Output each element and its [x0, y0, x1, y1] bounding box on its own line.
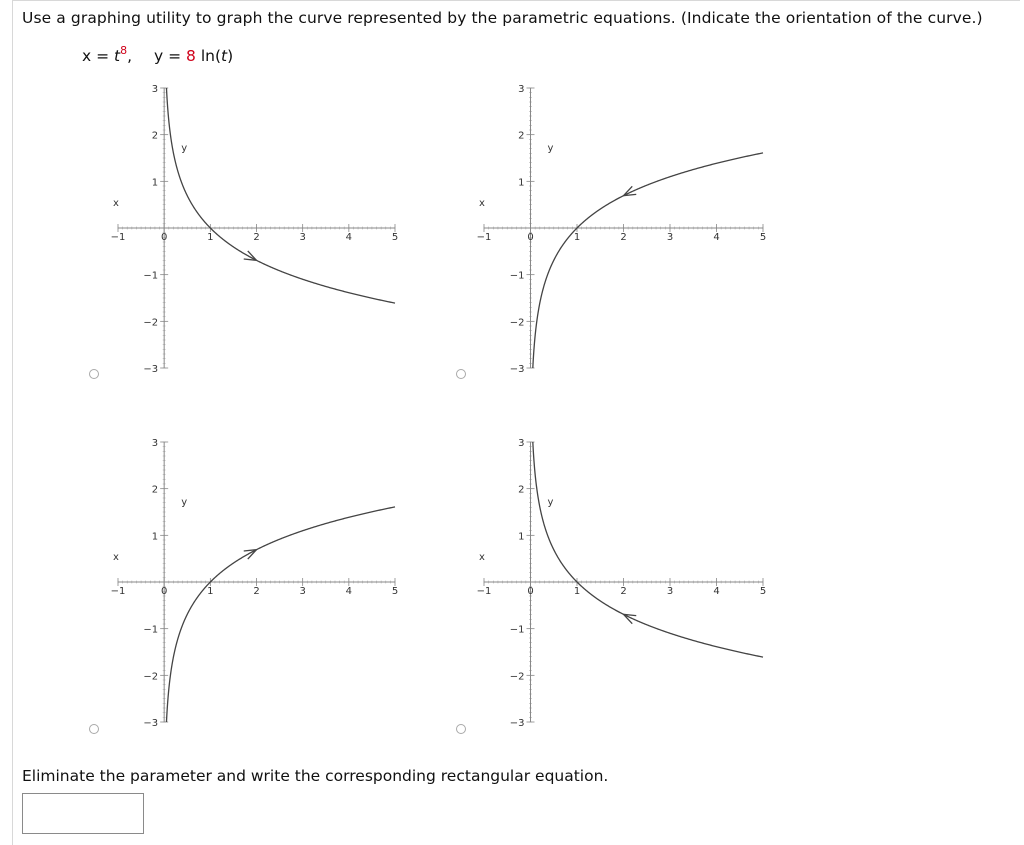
x-tick-label: 3 [666, 232, 674, 243]
y-tick-label: −1 [143, 270, 159, 282]
x-tick-label: 5 [391, 232, 399, 243]
x-equation-lhs: x = [82, 47, 115, 65]
instruction-text: Eliminate the parameter and write the corresponding rectangular equation. [22, 767, 609, 785]
x-tick-label: 1 [573, 232, 581, 243]
x-tick-label: 5 [759, 586, 767, 597]
y-axis-label: y [547, 497, 554, 508]
orientation-arrow [244, 251, 257, 260]
x-axis-label: x [479, 552, 485, 563]
y-tick-label: −2 [509, 317, 525, 329]
x-tick-label: 3 [666, 586, 674, 597]
x-tick-label: −1 [110, 586, 126, 597]
x-tick-label: 2 [253, 232, 260, 243]
y-tick-label: 3 [518, 84, 525, 95]
x-tick-label: 0 [527, 586, 534, 597]
y-tick-label: −2 [143, 317, 159, 329]
x-tick-label: 4 [345, 232, 353, 243]
graph-bottom-left [111, 438, 399, 729]
graph-top-left [111, 84, 399, 375]
y-tick-label: −1 [509, 624, 525, 636]
x-tick-label: 2 [620, 232, 627, 243]
y-tick-label: −3 [509, 364, 525, 375]
x-tick-label: 4 [345, 586, 353, 597]
y-tick-label: 2 [518, 130, 525, 142]
y-tick-label: −3 [143, 364, 159, 375]
y-tick-label: 1 [151, 177, 159, 189]
y-axis-label: y [181, 143, 188, 154]
y-tick-label: 2 [151, 484, 159, 496]
y-equation-var: t [221, 47, 228, 65]
graph-top-right [477, 84, 767, 375]
y-equation-rest: ln( [195, 47, 222, 65]
x-tick-label: 1 [207, 232, 214, 243]
orientation-arrow [244, 550, 257, 559]
x-tick-label: 4 [713, 586, 720, 597]
y-tick-label: 1 [518, 177, 525, 189]
rectangular-equation-input[interactable] [22, 793, 144, 834]
y-tick-label: 1 [151, 531, 159, 543]
curve-line [166, 88, 395, 303]
x-tick-label: 4 [713, 232, 720, 243]
y-equation-lhs: y = [154, 47, 187, 65]
y-tick-label: −2 [143, 671, 159, 683]
x-tick-label: 0 [160, 232, 168, 243]
y-axis-label: y [547, 143, 554, 154]
option-radio-top-left[interactable] [89, 369, 99, 379]
x-tick-label: 0 [160, 586, 168, 597]
y-equation-close: ) [227, 47, 234, 65]
curve-line [533, 442, 763, 657]
x-tick-label: 1 [573, 586, 581, 597]
x-tick-label: −1 [110, 232, 126, 243]
x-tick-label: 3 [299, 586, 306, 597]
x-tick-label: 1 [207, 586, 214, 597]
x-equation-var: t [114, 47, 121, 65]
y-tick-label: −3 [509, 718, 525, 729]
x-axis-label: x [113, 198, 119, 209]
y-tick-label: −3 [143, 718, 159, 729]
x-tick-label: 2 [253, 586, 260, 597]
graph-bottom-right [477, 438, 767, 729]
x-axis-label: x [113, 552, 119, 563]
option-radio-top-right[interactable] [456, 369, 466, 379]
x-tick-label: −1 [476, 586, 492, 597]
y-tick-label: 3 [518, 438, 525, 449]
option-radio-bottom-right[interactable] [456, 724, 466, 734]
y-tick-label: 2 [518, 484, 525, 496]
x-tick-label: 5 [391, 586, 399, 597]
question-text: Use a graphing utility to graph the curve represented by the parametric equations. (Indicate the orientation of the curve.) [22, 9, 983, 27]
curve-line [533, 153, 763, 368]
x-equation-exponent: 8 [120, 44, 128, 57]
y-tick-label: 3 [151, 438, 159, 449]
y-tick-label: −1 [143, 624, 159, 636]
y-tick-label: 1 [518, 531, 525, 543]
y-tick-label: −1 [509, 270, 525, 282]
x-equation-separator: , [127, 47, 133, 65]
x-axis-label: x [479, 198, 485, 209]
y-tick-label: 3 [151, 84, 159, 95]
y-tick-label: −2 [509, 671, 525, 683]
x-tick-label: 0 [527, 232, 534, 243]
x-tick-label: 5 [759, 232, 767, 243]
option-radio-bottom-left[interactable] [89, 724, 99, 734]
x-tick-label: −1 [476, 232, 492, 243]
x-tick-label: 2 [620, 586, 627, 597]
y-tick-label: 2 [151, 130, 159, 142]
y-equation-coefficient: 8 [186, 47, 196, 65]
x-tick-label: 3 [299, 232, 306, 243]
curve-line [166, 507, 395, 722]
y-axis-label: y [181, 497, 188, 508]
